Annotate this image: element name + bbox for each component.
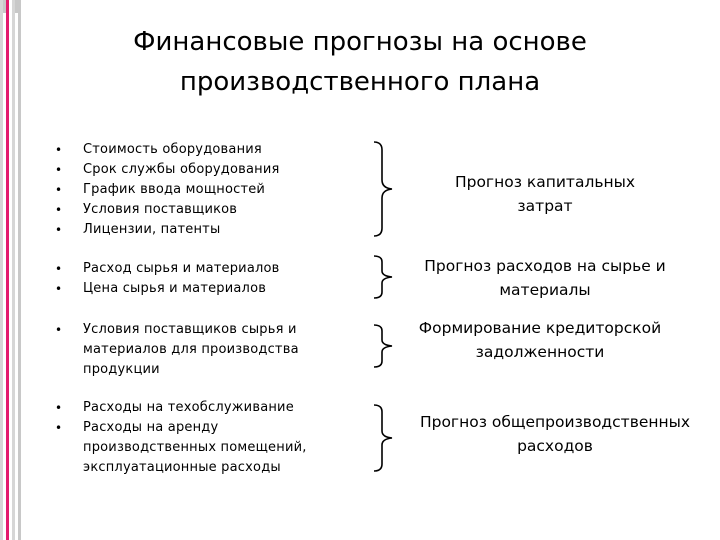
list-item-text: Условия поставщиков — [83, 202, 238, 217]
group-4-result — [405, 410, 705, 458]
left-stripe-3 — [12, 0, 15, 540]
list-item — [55, 320, 299, 380]
slide-title — [60, 22, 660, 102]
list-item — [55, 160, 280, 180]
group-3-list — [55, 320, 299, 380]
group-4-brace-icon — [368, 403, 398, 473]
list-item-text: Стоимость оборудования — [83, 142, 262, 157]
bullet-icon: • — [55, 223, 63, 237]
group-2-list — [55, 259, 280, 299]
bullet-icon: • — [55, 282, 63, 296]
list-item-text: Срок службы оборудования — [83, 162, 280, 177]
group-2-brace-icon — [368, 254, 398, 300]
result-line: материалы — [499, 281, 591, 299]
result-line: Прогноз капитальных — [454, 173, 636, 191]
list-item-text-line: продукции — [83, 362, 160, 377]
list-item-text: Цена сырья и материалов — [83, 281, 267, 296]
bullet-icon: • — [55, 401, 63, 415]
bullet-icon: • — [55, 323, 63, 337]
list-item — [55, 398, 307, 418]
list-item-text: График ввода мощностей — [83, 182, 266, 197]
list-item-text-line: Расходы на аренду — [83, 420, 219, 435]
list-item-text: Расходы на техобслуживание — [83, 400, 294, 415]
group-1-result — [420, 170, 670, 218]
slide-title-line-2: производственного плана — [179, 67, 541, 97]
list-item — [55, 279, 280, 299]
list-item-text: Лицензии, патенты — [83, 222, 221, 237]
list-item-text-line: материалов для производства — [83, 342, 299, 357]
list-item — [55, 200, 280, 220]
left-stripe-accent — [6, 0, 9, 540]
bullet-icon: • — [55, 143, 63, 157]
bullet-icon: • — [55, 203, 63, 217]
result-line: задолженности — [475, 343, 605, 361]
result-line: расходов — [517, 437, 593, 455]
group-3-result — [405, 316, 675, 364]
left-stripe-4 — [18, 0, 21, 540]
list-item — [55, 259, 280, 279]
list-item — [55, 220, 280, 240]
corner-mark-1 — [3, 0, 6, 13]
bullet-icon: • — [55, 262, 63, 276]
list-item — [55, 140, 280, 160]
bullet-icon: • — [55, 163, 63, 177]
list-item — [55, 180, 280, 200]
corner-mark-2 — [15, 0, 18, 13]
list-item-text-line: эксплуатационные расходы — [83, 460, 281, 475]
group-1-list — [55, 140, 280, 240]
list-item-text: Расход сырья и материалов — [83, 261, 280, 276]
result-line: Прогноз общепроизводственных — [419, 413, 691, 431]
left-stripe-1 — [0, 0, 3, 540]
group-3-brace-icon — [368, 323, 398, 369]
group-4-list — [55, 398, 307, 478]
list-item — [55, 418, 307, 478]
result-line: Формирование кредиторской — [418, 319, 662, 337]
slide-title-line-1: Финансовые прогнозы на основе — [133, 27, 587, 57]
group-1-brace-icon — [368, 140, 398, 238]
result-line: Прогноз расходов на сырье и — [424, 257, 666, 275]
result-line: затрат — [517, 197, 573, 215]
bullet-icon: • — [55, 183, 63, 197]
list-item-text-line: Условия поставщиков сырья и — [83, 322, 297, 337]
list-item-text-line: производственных помещений, — [83, 440, 307, 455]
group-2-result — [400, 254, 690, 302]
bullet-icon: • — [55, 421, 63, 435]
